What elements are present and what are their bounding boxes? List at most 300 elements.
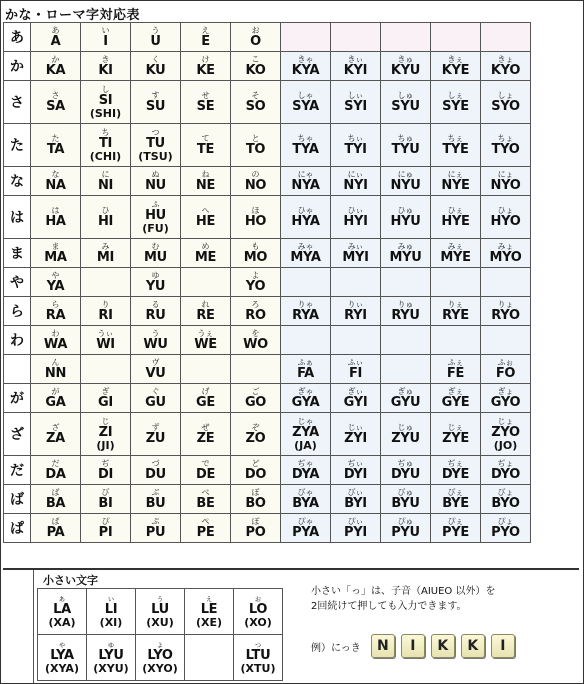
romaji: ZA bbox=[46, 430, 65, 446]
note-line-1: 小さい「っ」は、子音（AIUEO 以外）を bbox=[311, 586, 496, 597]
romaji: PU bbox=[145, 524, 166, 540]
kana-glyph: か bbox=[51, 54, 60, 64]
kana-row bbox=[4, 81, 531, 124]
kana-cell bbox=[81, 326, 131, 355]
kana-glyph: びゃ bbox=[297, 487, 314, 497]
kana-cell bbox=[331, 167, 381, 196]
kana-cell bbox=[331, 268, 381, 297]
kana-cell bbox=[281, 268, 331, 297]
romaji: RI bbox=[98, 307, 113, 323]
romaji: TA bbox=[46, 141, 65, 157]
kana-glyph: け bbox=[201, 54, 210, 64]
kana-cell bbox=[281, 326, 331, 355]
row-header: あ bbox=[4, 23, 31, 52]
kana-cell bbox=[431, 384, 481, 413]
romaji: RO bbox=[245, 307, 266, 323]
kana-cell bbox=[231, 355, 281, 384]
small-kana-cell bbox=[185, 635, 234, 681]
kana-glyph: うぇ bbox=[197, 328, 214, 338]
kana-cell bbox=[481, 355, 531, 384]
romaji: GI bbox=[98, 394, 113, 410]
kana-glyph: た bbox=[51, 133, 60, 143]
kana-glyph: む bbox=[151, 241, 160, 251]
kana-cell bbox=[331, 81, 381, 124]
kana-glyph: ふぃ bbox=[347, 357, 364, 367]
kana-glyph: が bbox=[51, 386, 60, 396]
romaji: HO bbox=[244, 213, 267, 229]
row-header: ま bbox=[4, 239, 31, 268]
kana-cell bbox=[181, 81, 231, 124]
romaji: BYO bbox=[491, 495, 520, 511]
kana-cell bbox=[481, 124, 531, 167]
kana-glyph: ひゃ bbox=[297, 205, 314, 215]
kana-glyph: わ bbox=[51, 328, 60, 338]
romaji: I bbox=[103, 33, 108, 49]
romaji: MO bbox=[243, 249, 268, 265]
romaji: NN bbox=[44, 365, 67, 381]
kana-glyph: じぃ bbox=[347, 422, 364, 432]
kana-cell bbox=[81, 514, 131, 543]
romaji: PA bbox=[46, 524, 65, 540]
kana-glyph: ぴぇ bbox=[447, 516, 464, 526]
kana-row bbox=[4, 326, 531, 355]
kana-glyph: ぴぃ bbox=[347, 516, 364, 526]
kana-cell bbox=[131, 268, 181, 297]
romaji: LYU bbox=[98, 648, 124, 663]
kana-cell bbox=[31, 239, 81, 268]
romaji: KU bbox=[145, 62, 166, 78]
kana-glyph: ざ bbox=[51, 422, 60, 432]
romaji: NA bbox=[45, 177, 66, 193]
kana-cell bbox=[431, 456, 481, 485]
romaji: DYI bbox=[343, 466, 368, 482]
kana-cell bbox=[231, 297, 281, 326]
kana-cell bbox=[481, 268, 531, 297]
small-kana-cell bbox=[234, 635, 283, 681]
kana-cell bbox=[331, 52, 381, 81]
romaji: ZYI bbox=[344, 430, 367, 446]
romaji: A bbox=[50, 33, 61, 49]
kana-cell bbox=[481, 456, 531, 485]
kana-glyph: ちぇ bbox=[447, 133, 464, 143]
kana-cell bbox=[381, 196, 431, 239]
romaji: VU bbox=[145, 365, 166, 381]
kana-glyph: ん bbox=[51, 357, 60, 367]
romaji: WE bbox=[194, 336, 217, 352]
kana-cell bbox=[481, 384, 531, 413]
romaji: SYI bbox=[344, 98, 367, 114]
kana-glyph: れ bbox=[201, 299, 210, 309]
romaji: GYO bbox=[490, 394, 521, 410]
romaji: TU bbox=[146, 135, 165, 151]
kana-glyph: ぷ bbox=[151, 516, 160, 526]
kana-glyph: ぴ bbox=[101, 516, 110, 526]
kana-cell bbox=[481, 239, 531, 268]
romaji: NYI bbox=[343, 177, 368, 193]
kana-glyph: ぽ bbox=[251, 516, 260, 526]
romaji: ZI bbox=[98, 424, 113, 440]
kana-cell bbox=[281, 485, 331, 514]
romaji: SYE bbox=[442, 98, 469, 114]
kana-glyph: じ bbox=[101, 416, 110, 426]
kana-glyph: つ bbox=[151, 127, 160, 137]
romaji: LA bbox=[53, 602, 71, 617]
kana-glyph: て bbox=[201, 133, 210, 143]
romaji: PE bbox=[196, 524, 215, 540]
kana-cell bbox=[81, 196, 131, 239]
kana-glyph: きゃ bbox=[297, 54, 314, 64]
row-header: か bbox=[4, 52, 31, 81]
romaji: DU bbox=[145, 466, 166, 482]
romaji: FI bbox=[348, 365, 363, 381]
romaji: NO bbox=[244, 177, 267, 193]
kana-cell bbox=[31, 124, 81, 167]
romaji: BO bbox=[245, 495, 266, 511]
kana-cell bbox=[81, 485, 131, 514]
romaji: BE bbox=[196, 495, 215, 511]
kana-cell bbox=[431, 297, 481, 326]
kana-cell bbox=[31, 326, 81, 355]
kana-cell bbox=[31, 384, 81, 413]
small-kana-cell bbox=[185, 589, 234, 635]
romaji: YU bbox=[145, 278, 166, 294]
key-cap: I bbox=[491, 634, 515, 658]
romaji: WU bbox=[143, 336, 168, 352]
romaji: PYA bbox=[292, 524, 319, 540]
romaji: WA bbox=[43, 336, 68, 352]
romaji: RU bbox=[145, 307, 166, 323]
romaji: PI bbox=[98, 524, 113, 540]
romaji: O bbox=[250, 33, 261, 49]
romaji: GYI bbox=[343, 394, 368, 410]
kana-cell bbox=[81, 268, 131, 297]
romaji-alt: (JI) bbox=[96, 438, 115, 452]
kana-cell bbox=[281, 81, 331, 124]
kana-cell bbox=[181, 196, 231, 239]
romaji: LTU bbox=[245, 648, 271, 663]
kana-cell bbox=[431, 326, 481, 355]
kana-cell bbox=[481, 514, 531, 543]
kana-cell bbox=[481, 485, 531, 514]
kana-row bbox=[4, 52, 531, 81]
kana-cell bbox=[231, 514, 281, 543]
kana-cell bbox=[331, 239, 381, 268]
romaji: NU bbox=[145, 177, 166, 193]
kana-glyph: にょ bbox=[497, 169, 514, 179]
romaji: KYO bbox=[490, 62, 521, 78]
kana-glyph: ぬ bbox=[151, 169, 160, 179]
kana-cell bbox=[381, 297, 431, 326]
kana-glyph: ょ bbox=[156, 640, 164, 649]
kana-glyph: ぎゅ bbox=[397, 386, 414, 396]
kana-glyph: ちょ bbox=[497, 133, 514, 143]
kana-cell bbox=[31, 413, 81, 456]
kana-glyph: づ bbox=[151, 458, 160, 468]
kana-cell bbox=[381, 167, 431, 196]
kana-glyph: ぢ bbox=[101, 458, 110, 468]
kana-cell bbox=[281, 167, 331, 196]
romaji: ZE bbox=[196, 430, 215, 446]
kana-glyph: きゅ bbox=[397, 54, 414, 64]
kana-glyph: ぃ bbox=[107, 594, 115, 603]
romaji: MYU bbox=[389, 249, 422, 265]
romaji: RE bbox=[196, 307, 215, 323]
kana-cell bbox=[31, 355, 81, 384]
romaji: FO bbox=[495, 365, 516, 381]
kana-glyph: にゅ bbox=[397, 169, 414, 179]
romaji: E bbox=[201, 33, 210, 49]
key-cap: I bbox=[401, 634, 425, 658]
romaji: BU bbox=[145, 495, 166, 511]
kana-glyph: ヴ bbox=[151, 357, 160, 367]
romaji: GYA bbox=[291, 394, 320, 410]
romaji: MU bbox=[144, 249, 167, 265]
romaji: ZYA bbox=[292, 424, 319, 440]
kana-cell bbox=[281, 23, 331, 52]
kana-cell bbox=[281, 239, 331, 268]
kana-cell bbox=[181, 413, 231, 456]
romaji: TYI bbox=[344, 141, 367, 157]
kana-glyph: ふぉ bbox=[497, 357, 514, 367]
romaji: FA bbox=[297, 365, 314, 381]
kana-glyph: ぢぇ bbox=[447, 458, 464, 468]
kana-row bbox=[4, 297, 531, 326]
kana-cell bbox=[131, 167, 181, 196]
romaji: ZYE bbox=[442, 430, 469, 446]
kana-cell bbox=[431, 355, 481, 384]
kana-glyph: みぇ bbox=[447, 241, 464, 251]
kana-cell bbox=[481, 326, 531, 355]
kana-row bbox=[4, 355, 531, 384]
kana-glyph: そ bbox=[251, 90, 260, 100]
kana-cell bbox=[331, 326, 381, 355]
kana-cell bbox=[31, 167, 81, 196]
kana-cell bbox=[131, 514, 181, 543]
romaji: NYA bbox=[291, 177, 320, 193]
row-header: わ bbox=[4, 326, 31, 355]
kana-glyph: ふぁ bbox=[297, 357, 314, 367]
romaji: TE bbox=[196, 141, 215, 157]
kana-glyph: ゆ bbox=[151, 270, 160, 280]
romaji: RA bbox=[45, 307, 66, 323]
kana-cell bbox=[31, 485, 81, 514]
kana-cell bbox=[231, 81, 281, 124]
kana-glyph: うぃ bbox=[97, 328, 114, 338]
romaji: PYE bbox=[442, 524, 469, 540]
kana-glyph: ね bbox=[201, 169, 210, 179]
kana-cell bbox=[381, 413, 431, 456]
kana-glyph: ご bbox=[251, 386, 260, 396]
romaji: RYE bbox=[442, 307, 469, 323]
kana-cell bbox=[431, 124, 481, 167]
romaji: MYI bbox=[342, 249, 369, 265]
kana-glyph: ら bbox=[51, 299, 60, 309]
romaji: TO bbox=[245, 141, 266, 157]
kana-cell bbox=[231, 167, 281, 196]
row-header: ざ bbox=[4, 413, 31, 456]
kana-cell bbox=[431, 52, 481, 81]
kana-glyph: み bbox=[101, 241, 110, 251]
kana-glyph: ぉ bbox=[254, 594, 262, 603]
kana-glyph: みゃ bbox=[297, 241, 314, 251]
romaji: WI bbox=[96, 336, 115, 352]
kana-cell bbox=[131, 413, 181, 456]
kana-glyph: げ bbox=[201, 386, 210, 396]
kana-glyph: を bbox=[251, 328, 260, 338]
kana-cell bbox=[231, 456, 281, 485]
romaji: U bbox=[150, 33, 161, 49]
kana-cell bbox=[31, 514, 81, 543]
kana-row bbox=[4, 413, 531, 456]
romaji: DYO bbox=[491, 466, 520, 482]
romaji: SI bbox=[98, 92, 113, 108]
kana-cell bbox=[181, 124, 231, 167]
kana-glyph: ぐ bbox=[151, 386, 160, 396]
romaji: DO bbox=[244, 466, 267, 482]
romaji: RYI bbox=[344, 307, 367, 323]
kana-glyph: ひ bbox=[101, 205, 110, 215]
key-cap: N bbox=[371, 634, 395, 658]
kana-glyph: ゃ bbox=[58, 640, 66, 649]
kana-glyph: ぺ bbox=[201, 516, 210, 526]
kana-cell bbox=[81, 81, 131, 124]
kana-glyph: びぇ bbox=[447, 487, 464, 497]
kana-cell bbox=[181, 384, 231, 413]
small-kana-cell bbox=[136, 589, 185, 635]
romaji: HYA bbox=[291, 213, 320, 229]
romaji: DYA bbox=[291, 466, 320, 482]
romaji: TYO bbox=[491, 141, 520, 157]
kana-table bbox=[3, 22, 531, 543]
kana-glyph: う bbox=[151, 25, 160, 35]
kana-cell bbox=[381, 355, 431, 384]
romaji: NYU bbox=[390, 177, 421, 193]
kana-glyph: の bbox=[251, 169, 260, 179]
romaji: HYU bbox=[390, 213, 421, 229]
romaji: MA bbox=[44, 249, 67, 265]
romaji: SU bbox=[145, 98, 166, 114]
kana-glyph: じゅ bbox=[397, 422, 414, 432]
kana-glyph: り bbox=[101, 299, 110, 309]
kana-glyph: じょ bbox=[497, 416, 514, 426]
kana-glyph: ぎぃ bbox=[347, 386, 364, 396]
kana-glyph: みぃ bbox=[347, 241, 364, 251]
row-header: ば bbox=[4, 485, 31, 514]
kana-cell bbox=[181, 355, 231, 384]
kana-cell bbox=[481, 81, 531, 124]
kana-cell bbox=[181, 297, 231, 326]
kana-glyph: へ bbox=[201, 205, 210, 215]
small-letters-table bbox=[37, 588, 283, 681]
kana-glyph: みょ bbox=[497, 241, 514, 251]
romaji: TYA bbox=[292, 141, 319, 157]
kana-cell bbox=[281, 297, 331, 326]
romaji: NYO bbox=[490, 177, 521, 193]
romaji: SYO bbox=[491, 98, 520, 114]
romaji-alt: (XYU) bbox=[93, 662, 129, 675]
kana-glyph: や bbox=[51, 270, 60, 280]
row-header: な bbox=[4, 167, 31, 196]
romaji: LI bbox=[104, 602, 118, 617]
romaji-alt: (XYO) bbox=[142, 662, 178, 675]
kana-cell bbox=[181, 456, 231, 485]
romaji: KE bbox=[196, 62, 215, 78]
kana-glyph: ぎ bbox=[101, 386, 110, 396]
kana-glyph: ひゅ bbox=[397, 205, 414, 215]
kana-row bbox=[4, 167, 531, 196]
romaji: HA bbox=[45, 213, 66, 229]
kana-cell bbox=[231, 124, 281, 167]
kana-cell bbox=[31, 297, 81, 326]
romaji: LE bbox=[200, 602, 218, 617]
kana-glyph: な bbox=[51, 169, 60, 179]
kana-row bbox=[4, 239, 531, 268]
kana-cell bbox=[231, 52, 281, 81]
example-row bbox=[311, 632, 521, 660]
kana-cell bbox=[331, 196, 381, 239]
kana-cell bbox=[381, 326, 431, 355]
romaji: GO bbox=[244, 394, 267, 410]
kana-cell bbox=[431, 413, 481, 456]
kana-glyph: き bbox=[101, 54, 110, 64]
kana-glyph: ば bbox=[51, 487, 60, 497]
kana-cell bbox=[131, 239, 181, 268]
kana-cell bbox=[331, 23, 381, 52]
kana-glyph: お bbox=[251, 25, 260, 35]
kana-glyph: っ bbox=[254, 640, 262, 649]
kana-glyph: ほ bbox=[251, 205, 260, 215]
kana-glyph: ず bbox=[151, 422, 160, 432]
small-kana-cell bbox=[38, 635, 87, 681]
kana-cell bbox=[431, 514, 481, 543]
romaji: KYU bbox=[390, 62, 421, 78]
kana-glyph: す bbox=[151, 90, 160, 100]
romaji: FE bbox=[446, 365, 465, 381]
kana-cell bbox=[231, 384, 281, 413]
kana-glyph: じぇ bbox=[447, 422, 464, 432]
romaji: TYU bbox=[391, 141, 420, 157]
kana-row bbox=[4, 514, 531, 543]
kana-cell bbox=[81, 23, 131, 52]
romaji: SO bbox=[245, 98, 266, 114]
kana-cell bbox=[81, 167, 131, 196]
kana-glyph: び bbox=[101, 487, 110, 497]
kana-cell bbox=[81, 413, 131, 456]
kana-cell bbox=[431, 268, 481, 297]
kana-cell bbox=[431, 485, 481, 514]
romaji: ZO bbox=[245, 430, 266, 446]
kana-glyph: ぼ bbox=[251, 487, 260, 497]
romaji: HU bbox=[145, 207, 166, 223]
kana-glyph: く bbox=[151, 54, 160, 64]
kana-cell bbox=[281, 384, 331, 413]
small-kana-cell bbox=[234, 589, 283, 635]
kana-cell bbox=[431, 196, 481, 239]
kana-glyph: りぃ bbox=[347, 299, 364, 309]
kana-cell bbox=[231, 413, 281, 456]
kana-cell bbox=[281, 355, 331, 384]
kana-cell bbox=[381, 81, 431, 124]
kana-glyph: ちぃ bbox=[347, 133, 364, 143]
romaji-alt: (TSU) bbox=[138, 149, 173, 163]
kana-cell bbox=[381, 52, 431, 81]
sokuon-note bbox=[311, 584, 573, 614]
kana-glyph: ぴゃ bbox=[297, 516, 314, 526]
kana-cell bbox=[181, 239, 231, 268]
kana-cell bbox=[231, 196, 281, 239]
kana-cell bbox=[481, 196, 531, 239]
kana-cell bbox=[481, 52, 531, 81]
